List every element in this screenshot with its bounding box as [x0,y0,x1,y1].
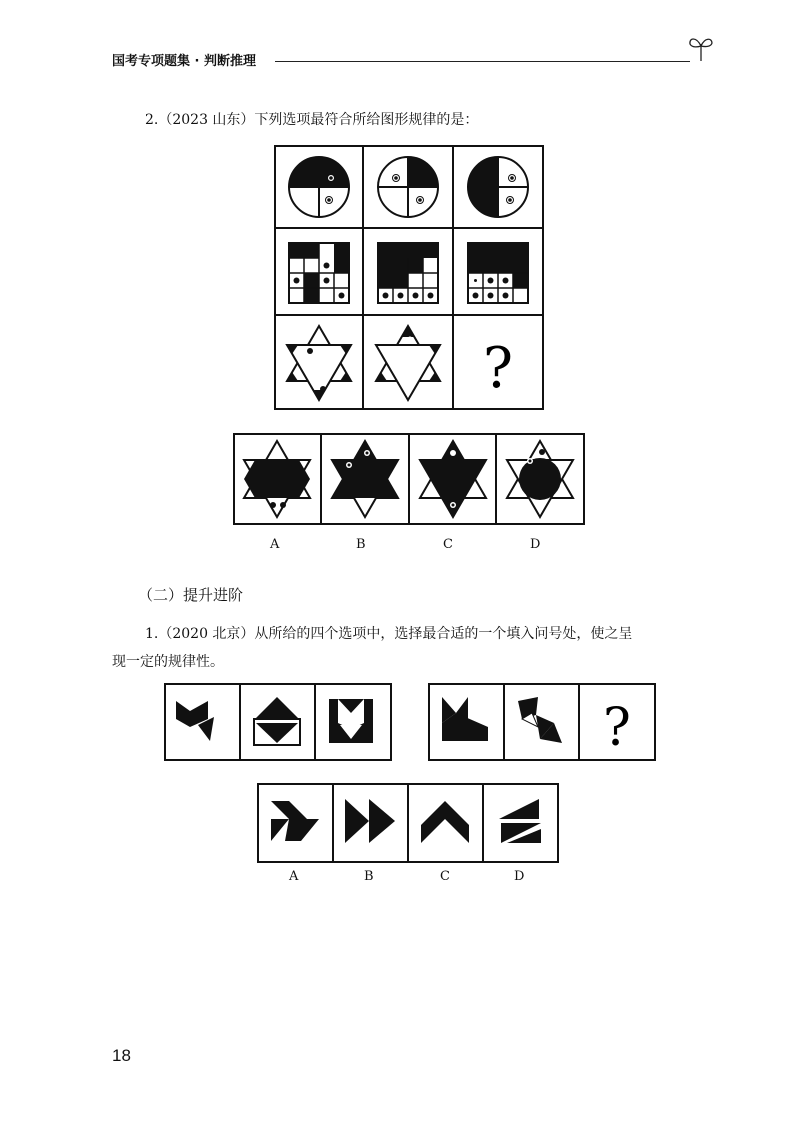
square-figure-3 [468,243,528,303]
question-2-text: 2.（2023 山东）下列选项最符合所给图形规律的是： [145,112,479,128]
circle-figure-2 [378,157,438,217]
option2-label-c: C [440,869,450,884]
option2-label-b: B [364,869,374,884]
question-mark-2: ? [603,698,631,758]
grid-question-mark: ? [482,336,514,401]
square-figure-1 [289,243,349,303]
figure-set-right [428,683,656,761]
star-options [233,433,585,525]
running-header: 国考专项题集 · 判断推理 [112,54,256,69]
square-figure-2 [378,243,438,303]
option-label-b: B [356,537,366,552]
tangram-options [257,783,559,863]
question-1-line-2: 现一定的规律性。 [112,654,224,670]
circle-figure-1 [289,157,349,217]
circle-figure-3 [468,157,528,217]
option-label-a: A [270,537,280,552]
sprout-icon [686,34,716,62]
section-heading: （二）提升进阶 [138,586,244,604]
option-label-d: D [530,537,541,552]
tangram-figure-3 [329,699,373,743]
option2-label-a: A [289,869,299,884]
option2-label-d: D [514,869,525,884]
figure-grid [274,145,544,410]
header-rule [275,61,690,62]
figure-set-left [164,683,392,761]
question-1-line-1: 1.（2020 北京）从所给的四个选项中，选择最合适的一个填入问号处，使之呈 [145,626,633,642]
option-label-c: C [443,537,453,552]
page-number: 18 [112,1046,131,1065]
